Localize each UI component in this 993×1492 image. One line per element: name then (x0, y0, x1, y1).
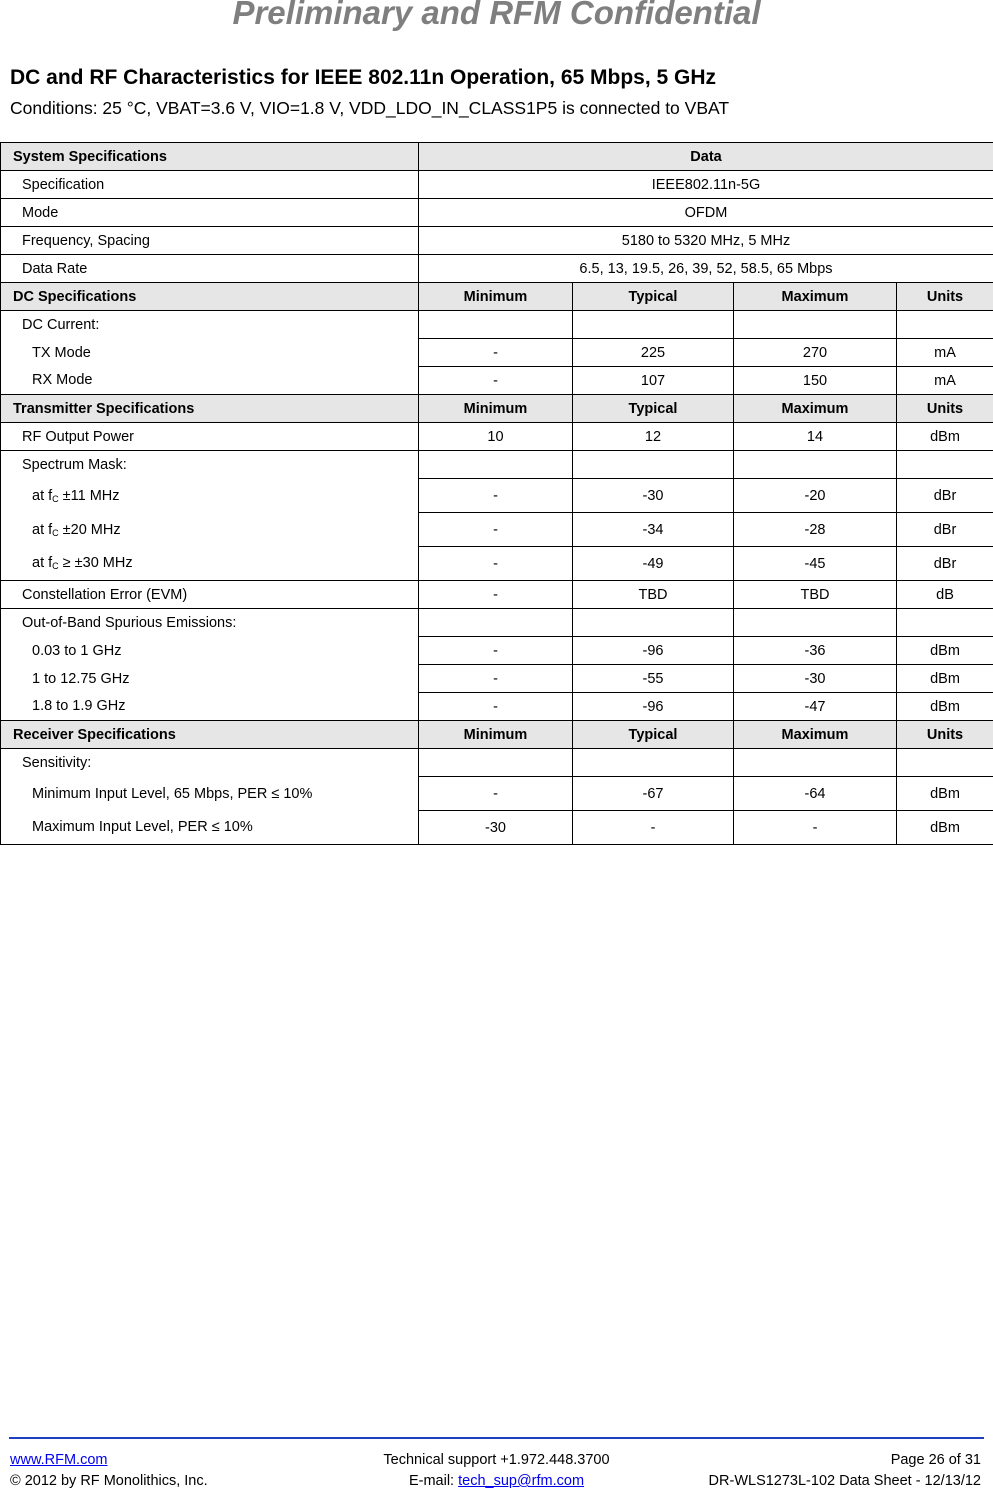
copyright: © 2012 by RF Monolithics, Inc. (10, 1473, 208, 1489)
cell-min: - (419, 777, 573, 811)
cell-units: dBm (897, 665, 993, 693)
cell-min: - (419, 367, 573, 395)
col-min: Minimum (419, 395, 573, 423)
cell-units: dBr (897, 513, 993, 547)
table-row (1, 451, 993, 479)
cell-min: 10 (419, 423, 573, 451)
cell-min: - (419, 339, 573, 367)
col-units: Units (897, 283, 993, 311)
cell-units: dBm (897, 693, 993, 721)
dc-header: DC Specifications (1, 283, 419, 311)
website-link[interactable]: www.RFM.com (10, 1452, 108, 1468)
col-typ: Typical (573, 721, 734, 749)
row-label: at $f_C \pm 20$ MHz (1, 513, 419, 547)
characteristics-table (0, 142, 993, 845)
row-label: at $f_C \ge \pm 30$ MHz (1, 547, 419, 581)
cell-max: -64 (734, 777, 897, 811)
table-row (1, 693, 993, 721)
cell-max: -47 (734, 693, 897, 721)
row-label: RF Output Power (1, 423, 419, 451)
col-max: Maximum (734, 395, 897, 423)
row-label: Maximum Input Level, PER ≤ 10% (1, 811, 419, 845)
email-link[interactable]: tech_sup@rfm.com (458, 1473, 585, 1489)
cell-typ: -49 (573, 547, 734, 581)
cell-typ: -67 (573, 777, 734, 811)
tx-header: Transmitter Specifications (1, 395, 419, 423)
row-label: 1 to 12.75 GHz (1, 665, 419, 693)
table-row (1, 255, 993, 283)
page-title: DC and RF Characteristics for IEEE 802.11n Operation, 65 Mbps, 5 GHz (10, 66, 717, 89)
cell-units: mA (897, 339, 993, 367)
group-label: Out-of-Band Spurious Emissions: (1, 609, 419, 637)
table-row (1, 749, 993, 777)
col-typ: Typical (573, 395, 734, 423)
dc-header-row (1, 283, 993, 311)
cell-units: dBm (897, 637, 993, 665)
table-row (1, 199, 993, 227)
cell-typ: TBD (573, 581, 734, 609)
row-label: Specification (1, 171, 419, 199)
table-row (1, 311, 993, 339)
cell-max: 270 (734, 339, 897, 367)
email-line: E-mail: tech_sup@rfm.com (408, 1473, 585, 1489)
row-label: Frequency, Spacing (1, 227, 419, 255)
group-label: Spectrum Mask: (1, 451, 419, 479)
cell-units: mA (897, 367, 993, 395)
table-row (1, 581, 993, 609)
table-row (1, 367, 993, 395)
cell-max: - (734, 811, 897, 845)
cell-typ: -55 (573, 665, 734, 693)
row-label: 1.8 to 1.9 GHz (1, 693, 419, 721)
cell-units: dB (897, 581, 993, 609)
group-label: DC Current: (1, 311, 419, 339)
table-row (1, 811, 993, 845)
col-units: Units (897, 721, 993, 749)
row-label: Data Rate (1, 255, 419, 283)
table-row (1, 609, 993, 637)
cell-typ: 225 (573, 339, 734, 367)
cell-max: TBD (734, 581, 897, 609)
cell-min: - (419, 479, 573, 513)
row-label: TX Mode (1, 339, 419, 367)
table-row (1, 637, 993, 665)
row-value: IEEE802.11n-5G (419, 171, 993, 199)
cell-typ: 12 (573, 423, 734, 451)
cell-typ: - (573, 811, 734, 845)
cell-typ: -96 (573, 693, 734, 721)
row-label: Minimum Input Level, 65 Mbps, PER ≤ 10% (1, 777, 419, 811)
row-label: RX Mode (1, 367, 419, 395)
table-row (1, 227, 993, 255)
cell-units: dBm (897, 777, 993, 811)
confidential-watermark: Preliminary and RFM Confidential (232, 0, 761, 31)
cell-typ: -30 (573, 479, 734, 513)
row-label: Constellation Error (EVM) (1, 581, 419, 609)
row-label: at $f_C \pm 11$ MHz (1, 479, 419, 513)
cell-min: -30 (419, 811, 573, 845)
col-min: Minimum (419, 721, 573, 749)
tech-support: Technical support +1.972.448.3700 (383, 1452, 610, 1468)
row-value: 5180 to 5320 MHz, 5 MHz (419, 227, 993, 255)
cell-typ: -96 (573, 637, 734, 665)
table-row (1, 423, 993, 451)
cell-max: -30 (734, 665, 897, 693)
cell-min: - (419, 581, 573, 609)
cell-min: - (419, 513, 573, 547)
table-row (1, 479, 993, 513)
cell-max: 14 (734, 423, 897, 451)
system-header: System Specifications (1, 143, 419, 171)
rx-header-row (1, 721, 993, 749)
document-id: DR-WLS1273L-102 Data Sheet - 12/13/12 (708, 1473, 981, 1489)
cell-units: dBr (897, 479, 993, 513)
row-label: Mode (1, 199, 419, 227)
tx-header-row (1, 395, 993, 423)
cell-min: - (419, 665, 573, 693)
table-row (1, 171, 993, 199)
footer-divider (9, 1437, 984, 1439)
data-header: Data (419, 143, 993, 171)
col-max: Maximum (734, 283, 897, 311)
table-row (1, 513, 993, 547)
col-typ: Typical (573, 283, 734, 311)
col-min: Minimum (419, 283, 573, 311)
cell-max: 150 (734, 367, 897, 395)
cell-max: -36 (734, 637, 897, 665)
table-row (1, 777, 993, 811)
cell-max: -45 (734, 547, 897, 581)
page-number: Page 26 of 31 (890, 1452, 981, 1468)
cell-min: - (419, 547, 573, 581)
cell-max: -28 (734, 513, 897, 547)
cell-min: - (419, 637, 573, 665)
system-header-row (1, 143, 993, 171)
table-row (1, 339, 993, 367)
col-units: Units (897, 395, 993, 423)
test-conditions: Conditions: 25 °C, VBAT=3.6 V, VIO=1.8 V, VDD_LDO_IN_CLASS1P5 is connected to VBAT (10, 98, 730, 118)
cell-units: dBr (897, 547, 993, 581)
cell-max: -20 (734, 479, 897, 513)
cell-units: dBm (897, 811, 993, 845)
row-value: OFDM (419, 199, 993, 227)
cell-units: dBm (897, 423, 993, 451)
row-value: 6.5, 13, 19.5, 26, 39, 52, 58.5, 65 Mbps (419, 255, 993, 283)
rx-header: Receiver Specifications (1, 721, 419, 749)
table-row (1, 547, 993, 581)
col-max: Maximum (734, 721, 897, 749)
row-label: 0.03 to 1 GHz (1, 637, 419, 665)
cell-min: - (419, 693, 573, 721)
cell-typ: -34 (573, 513, 734, 547)
table-row (1, 665, 993, 693)
group-label: Sensitivity: (1, 749, 419, 777)
cell-typ: 107 (573, 367, 734, 395)
